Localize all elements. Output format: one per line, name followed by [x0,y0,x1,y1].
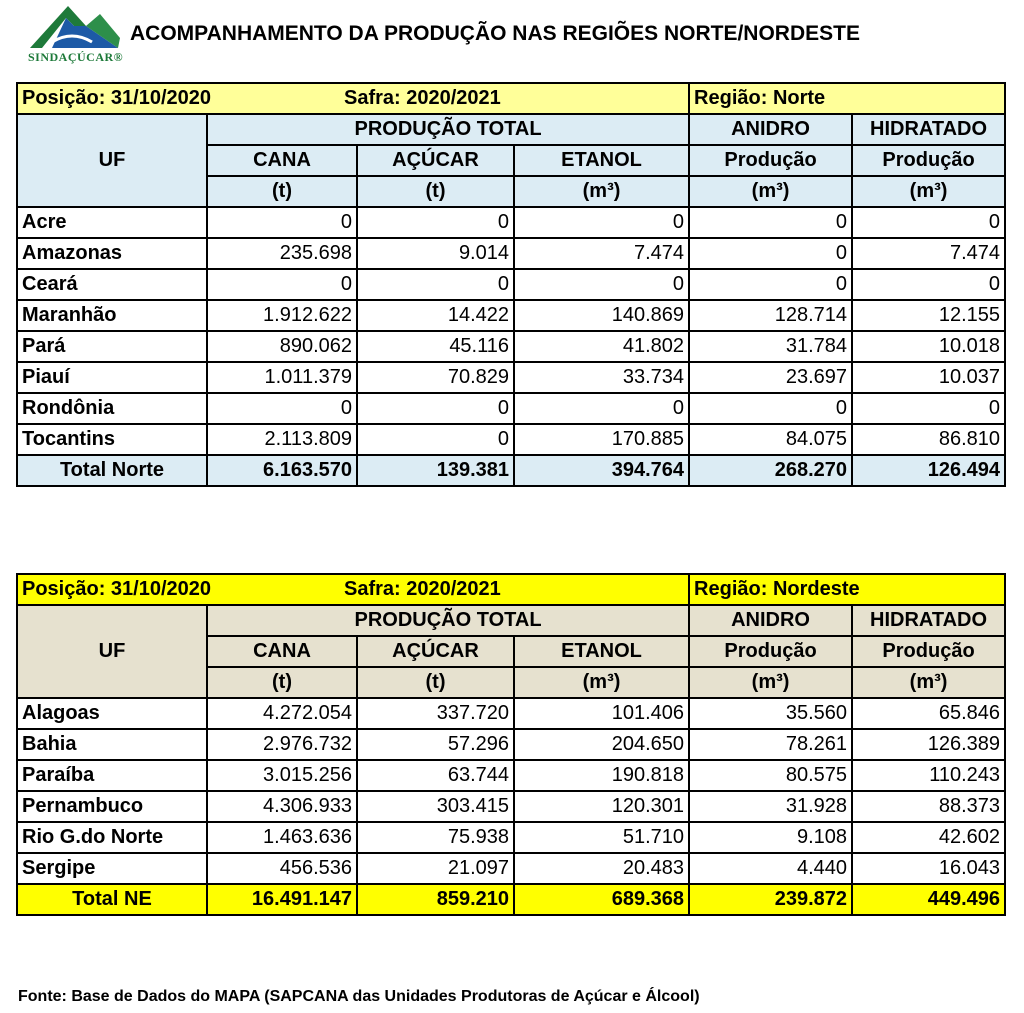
cell-anidro: 23.697 [689,362,852,393]
cell-hidratado: 86.810 [852,424,1005,455]
logo-text: SINDAÇÚCAR® [28,50,124,64]
cell-cana: 0 [207,207,357,238]
cell-acucar: 0 [357,269,514,300]
total-label: Total Norte [17,455,207,486]
cell-cana: 890.062 [207,331,357,362]
cell-anidro: 0 [689,269,852,300]
regiao-label: Região: Norte [689,83,1005,114]
cell-hidratado: 65.846 [852,698,1005,729]
cell-cana: 1.011.379 [207,362,357,393]
cell-cana: 0 [207,269,357,300]
col-etanol-header: ETANOL [514,636,689,667]
cell-etanol: 33.734 [514,362,689,393]
cell-acucar: 9.014 [357,238,514,269]
cell-cana: 0 [207,393,357,424]
header-row [17,605,1005,636]
cell-hidratado: 88.373 [852,791,1005,822]
total-label: Total NE [17,884,207,915]
cell-etanol: 120.301 [514,791,689,822]
table-row [17,362,1005,393]
cell-hidratado: 42.602 [852,822,1005,853]
cell-anidro: 84.075 [689,424,852,455]
cell-uf: Piauí [17,362,207,393]
page-title: ACOMPANHAMENTO DA PRODUÇÃO NAS REGIÕES NORTE/NORDESTE [130,22,860,45]
cell-hidratado: 110.243 [852,760,1005,791]
col-cana-header: CANA [207,636,357,667]
total-cana: 6.163.570 [207,455,357,486]
col-producao-header: Produção [689,636,852,667]
norte-data-rows [17,207,1005,455]
table-row [17,331,1005,362]
cell-cana: 2.113.809 [207,424,357,455]
cell-cana: 235.698 [207,238,357,269]
info-row [17,83,1005,114]
cell-anidro: 35.560 [689,698,852,729]
unit-m3: (m³) [689,176,852,207]
safra-label: Safra: 2020/2021 [344,578,501,600]
cell-uf: Sergipe [17,853,207,884]
col-producao-header: Produção [852,636,1005,667]
cell-acucar: 0 [357,424,514,455]
cell-acucar: 63.744 [357,760,514,791]
col-acucar-header: AÇÚCAR [357,636,514,667]
safra-label: Safra: 2020/2021 [344,87,501,109]
cell-anidro: 9.108 [689,822,852,853]
table-row [17,760,1005,791]
unit-t: (t) [357,176,514,207]
position-safra-cell [17,574,689,605]
total-etanol: 394.764 [514,455,689,486]
col-producao-header: Produção [689,145,852,176]
cell-acucar: 21.097 [357,853,514,884]
unit-m3: (m³) [514,667,689,698]
cell-anidro: 80.575 [689,760,852,791]
cell-uf: Rio G.do Norte [17,822,207,853]
table-row [17,424,1005,455]
cell-uf: Pará [17,331,207,362]
cell-acucar: 45.116 [357,331,514,362]
regiao-label: Região: Nordeste [689,574,1005,605]
cell-uf: Ceará [17,269,207,300]
cell-uf: Tocantins [17,424,207,455]
cell-etanol: 51.710 [514,822,689,853]
table-row [17,729,1005,760]
total-anidro: 239.872 [689,884,852,915]
unit-m3: (m³) [852,176,1005,207]
cell-acucar: 70.829 [357,362,514,393]
cell-acucar: 75.938 [357,822,514,853]
unit-t: (t) [207,667,357,698]
col-anidro-header: ANIDRO [689,605,852,636]
total-row [17,455,1005,486]
cell-etanol: 101.406 [514,698,689,729]
col-anidro-header: ANIDRO [689,114,852,145]
cell-hidratado: 0 [852,269,1005,300]
total-acucar: 859.210 [357,884,514,915]
cell-hidratado: 126.389 [852,729,1005,760]
col-uf-header: UF [17,605,207,698]
cell-acucar: 303.415 [357,791,514,822]
col-etanol-header: ETANOL [514,145,689,176]
header-row [17,114,1005,145]
cell-uf: Rondônia [17,393,207,424]
cell-etanol: 204.650 [514,729,689,760]
cell-anidro: 31.784 [689,331,852,362]
unit-t: (t) [357,667,514,698]
cell-anidro: 4.440 [689,853,852,884]
total-anidro: 268.270 [689,455,852,486]
unit-m3: (m³) [689,667,852,698]
cell-hidratado: 0 [852,393,1005,424]
cell-anidro: 128.714 [689,300,852,331]
nordeste-data-rows [17,698,1005,884]
cell-anidro: 0 [689,207,852,238]
cell-cana: 2.976.732 [207,729,357,760]
col-producao-total-header: PRODUÇÃO TOTAL [207,605,689,636]
unit-t: (t) [207,176,357,207]
col-producao-header: Produção [852,145,1005,176]
cell-cana: 4.272.054 [207,698,357,729]
cell-etanol: 0 [514,207,689,238]
unit-m3: (m³) [852,667,1005,698]
unit-m3: (m³) [514,176,689,207]
cell-anidro: 0 [689,393,852,424]
position-safra-cell [17,83,689,114]
table-row [17,207,1005,238]
cell-acucar: 0 [357,393,514,424]
cell-etanol: 20.483 [514,853,689,884]
col-hidratado-header: HIDRATADO [852,605,1005,636]
posicao-label: Posição: 31/10/2020 [22,87,212,109]
cell-hidratado: 12.155 [852,300,1005,331]
total-row [17,884,1005,915]
cell-etanol: 0 [514,269,689,300]
table-row [17,393,1005,424]
cell-anidro: 78.261 [689,729,852,760]
cell-etanol: 7.474 [514,238,689,269]
cell-cana: 456.536 [207,853,357,884]
cell-uf: Bahia [17,729,207,760]
table-row [17,853,1005,884]
cell-uf: Paraíba [17,760,207,791]
cell-uf: Alagoas [17,698,207,729]
cell-cana: 1.912.622 [207,300,357,331]
cell-anidro: 31.928 [689,791,852,822]
cell-hidratado: 10.018 [852,331,1005,362]
table-row [17,822,1005,853]
region-nordeste-table [16,573,1004,916]
cell-etanol: 170.885 [514,424,689,455]
col-hidratado-header: HIDRATADO [852,114,1005,145]
total-cana: 16.491.147 [207,884,357,915]
cell-hidratado: 16.043 [852,853,1005,884]
cell-hidratado: 7.474 [852,238,1005,269]
col-acucar-header: AÇÚCAR [357,145,514,176]
table-row [17,269,1005,300]
source-note: Fonte: Base de Dados do MAPA (SAPCANA das Unidades Produtoras de Açúcar e Álcool) [18,988,700,1005]
total-acucar: 139.381 [357,455,514,486]
cell-uf: Pernambuco [17,791,207,822]
posicao-label: Posição: 31/10/2020 [22,578,212,600]
cell-cana: 1.463.636 [207,822,357,853]
col-producao-total-header: PRODUÇÃO TOTAL [207,114,689,145]
table-row [17,791,1005,822]
table-row [17,238,1005,269]
table-row [17,698,1005,729]
cell-hidratado: 10.037 [852,362,1005,393]
info-row [17,574,1005,605]
region-norte-table [16,82,1004,487]
col-uf-header: UF [17,114,207,207]
cell-uf: Amazonas [17,238,207,269]
cell-acucar: 0 [357,207,514,238]
cell-etanol: 41.802 [514,331,689,362]
cell-uf: Maranhão [17,300,207,331]
total-hidratado: 126.494 [852,455,1005,486]
cell-uf: Acre [17,207,207,238]
total-hidratado: 449.496 [852,884,1005,915]
cell-anidro: 0 [689,238,852,269]
cell-etanol: 0 [514,393,689,424]
cell-cana: 3.015.256 [207,760,357,791]
col-cana-header: CANA [207,145,357,176]
cell-acucar: 57.296 [357,729,514,760]
total-etanol: 689.368 [514,884,689,915]
cell-etanol: 140.869 [514,300,689,331]
cell-etanol: 190.818 [514,760,689,791]
cell-hidratado: 0 [852,207,1005,238]
cell-cana: 4.306.933 [207,791,357,822]
table-row [17,300,1005,331]
cell-acucar: 337.720 [357,698,514,729]
cell-acucar: 14.422 [357,300,514,331]
